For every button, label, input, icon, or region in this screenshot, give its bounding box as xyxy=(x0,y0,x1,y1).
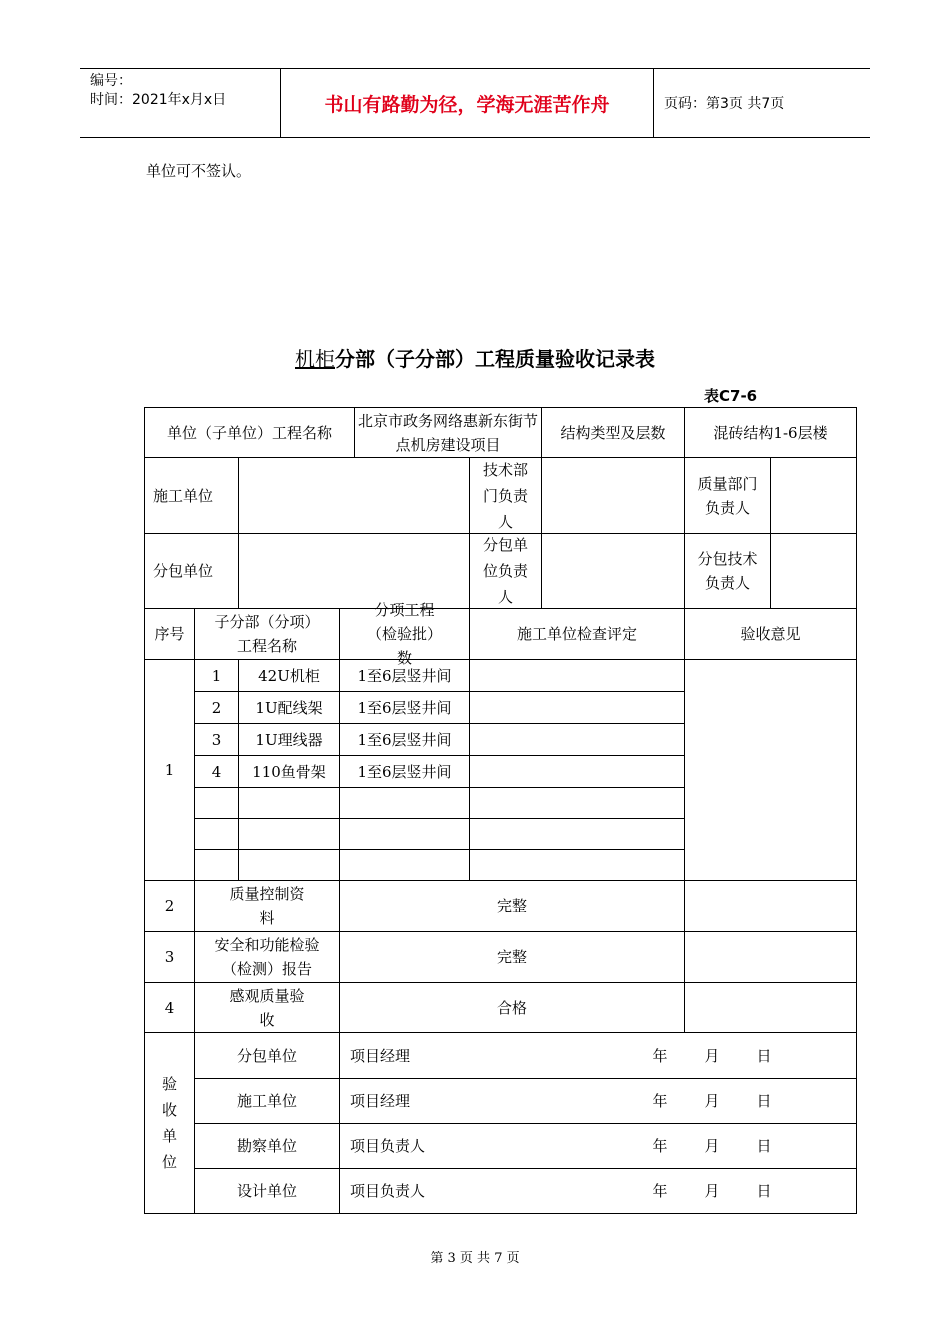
item-check xyxy=(469,755,685,788)
sub-tech-value xyxy=(770,533,857,609)
summary-name: 感观质量验收 xyxy=(194,982,340,1033)
item-no xyxy=(194,818,239,850)
day-label: 日 xyxy=(756,1137,772,1155)
item-check xyxy=(469,659,685,692)
summary-result: 合格 xyxy=(339,982,685,1033)
sub-head-value xyxy=(541,533,685,609)
item-check xyxy=(469,723,685,756)
summary-opinion xyxy=(684,880,857,932)
project-name-label: 单位（子单位）工程名称 xyxy=(144,407,355,458)
acceptance-role: 项目负责人 xyxy=(350,1137,426,1155)
construction-unit-label: 施工单位 xyxy=(144,457,239,534)
year-label: 年 xyxy=(652,1182,668,1200)
sign-date xyxy=(634,1124,790,1168)
item-name xyxy=(238,787,340,819)
summary-result: 完整 xyxy=(339,931,685,983)
group1-seq: 1 xyxy=(144,659,195,881)
time-label: 时间：2021年x月x日 xyxy=(90,92,227,108)
item-batch: 1至6层竖井间 xyxy=(339,659,470,692)
item-check xyxy=(469,818,685,850)
item-batch xyxy=(339,818,470,850)
acceptance-label: 验收单位 xyxy=(144,1032,195,1214)
item-no xyxy=(194,787,239,819)
top-text: 单位可不签认。 xyxy=(146,162,252,180)
group1-opinion xyxy=(684,659,857,881)
item-batch xyxy=(339,787,470,819)
col-check: 施工单位检查评定 xyxy=(469,608,685,660)
acceptance-role: 项目经理 xyxy=(350,1046,411,1065)
sign-date xyxy=(634,1033,790,1078)
acceptance-unit: 施工单位 xyxy=(194,1078,340,1124)
day-label: 日 xyxy=(756,1092,772,1110)
item-batch: 1至6层竖井间 xyxy=(339,691,470,724)
month-label: 月 xyxy=(704,1092,720,1110)
item-no: 2 xyxy=(194,691,239,724)
table-number: 表C7-6 xyxy=(704,387,758,405)
acceptance-sign-row xyxy=(339,1123,857,1169)
quality-head-label: 质量部门负责人 xyxy=(684,457,771,534)
structure-label: 结构类型及层数 xyxy=(541,407,685,458)
acceptance-unit: 设计单位 xyxy=(194,1168,340,1214)
number-label: 编号： xyxy=(90,73,132,89)
item-name: 1U理线器 xyxy=(238,723,340,756)
col-name: 子分部（分项）工程名称 xyxy=(194,608,340,660)
sub-tech-label: 分包技术负责人 xyxy=(684,533,771,609)
summary-seq: 4 xyxy=(144,982,195,1033)
month-label: 月 xyxy=(704,1137,720,1155)
item-batch: 1至6层竖井间 xyxy=(339,755,470,788)
tech-head-value xyxy=(541,457,685,534)
acceptance-sign-row xyxy=(339,1032,857,1079)
summary-seq: 2 xyxy=(144,880,195,932)
quality-head-value xyxy=(770,457,857,534)
acceptance-sign-row xyxy=(339,1078,857,1124)
item-no: 3 xyxy=(194,723,239,756)
item-name: 110鱼骨架 xyxy=(238,755,340,788)
col-opinion: 验收意见 xyxy=(684,608,857,660)
title-rest: 分部（子分部）工程质量验收记录表 xyxy=(335,347,655,371)
col-seq: 序号 xyxy=(144,608,195,660)
item-no xyxy=(194,849,239,881)
title-underlined: 机柜 xyxy=(295,347,335,371)
year-label: 年 xyxy=(652,1137,668,1155)
item-check xyxy=(469,787,685,819)
summary-opinion xyxy=(684,931,857,983)
item-check xyxy=(469,849,685,881)
item-batch: 1至6层竖井间 xyxy=(339,723,470,756)
month-label: 月 xyxy=(704,1182,720,1200)
year-label: 年 xyxy=(652,1046,668,1065)
summary-opinion xyxy=(684,982,857,1033)
acceptance-unit: 勘察单位 xyxy=(194,1123,340,1169)
col-batch: 分项工程（检验批）数 xyxy=(339,608,470,660)
summary-name: 安全和功能检验（检测）报告 xyxy=(194,931,340,983)
item-name: 1U配线架 xyxy=(238,691,340,724)
structure-value: 混砖结构1-6层楼 xyxy=(684,407,857,458)
item-no: 1 xyxy=(194,659,239,692)
sign-date xyxy=(634,1079,790,1123)
item-name: 42U机柜 xyxy=(238,659,340,692)
summary-seq: 3 xyxy=(144,931,195,983)
day-label: 日 xyxy=(756,1046,772,1065)
project-name-value: 北京市政务网络惠新东街节点机房建设项目 xyxy=(354,407,542,458)
acceptance-role: 项目负责人 xyxy=(350,1182,426,1200)
sub-unit-label: 分包单位 xyxy=(144,533,239,609)
item-no: 4 xyxy=(194,755,239,788)
acceptance-role: 项目经理 xyxy=(350,1092,411,1110)
item-name xyxy=(238,818,340,850)
year-label: 年 xyxy=(652,1092,668,1110)
month-label: 月 xyxy=(704,1046,720,1065)
day-label: 日 xyxy=(756,1182,772,1200)
acceptance-unit: 分包单位 xyxy=(194,1032,340,1079)
summary-result: 完整 xyxy=(339,880,685,932)
sub-head-label: 分包单位负责人 xyxy=(469,533,542,609)
sign-date xyxy=(634,1169,790,1213)
acceptance-sign-row xyxy=(339,1168,857,1214)
item-name xyxy=(238,849,340,881)
item-batch xyxy=(339,849,470,881)
construction-unit-value xyxy=(238,457,470,534)
tech-head-label: 技术部门负责人 xyxy=(469,457,542,534)
page-label: 页码：第3页 共7页 xyxy=(664,96,785,112)
header-motto: 书山有路勤为径，学海无涯苦作舟 xyxy=(281,69,654,137)
summary-name: 质量控制资料 xyxy=(194,880,340,932)
item-check xyxy=(469,691,685,724)
page-footer: 第 3 页 共 7 页 xyxy=(430,1251,520,1266)
